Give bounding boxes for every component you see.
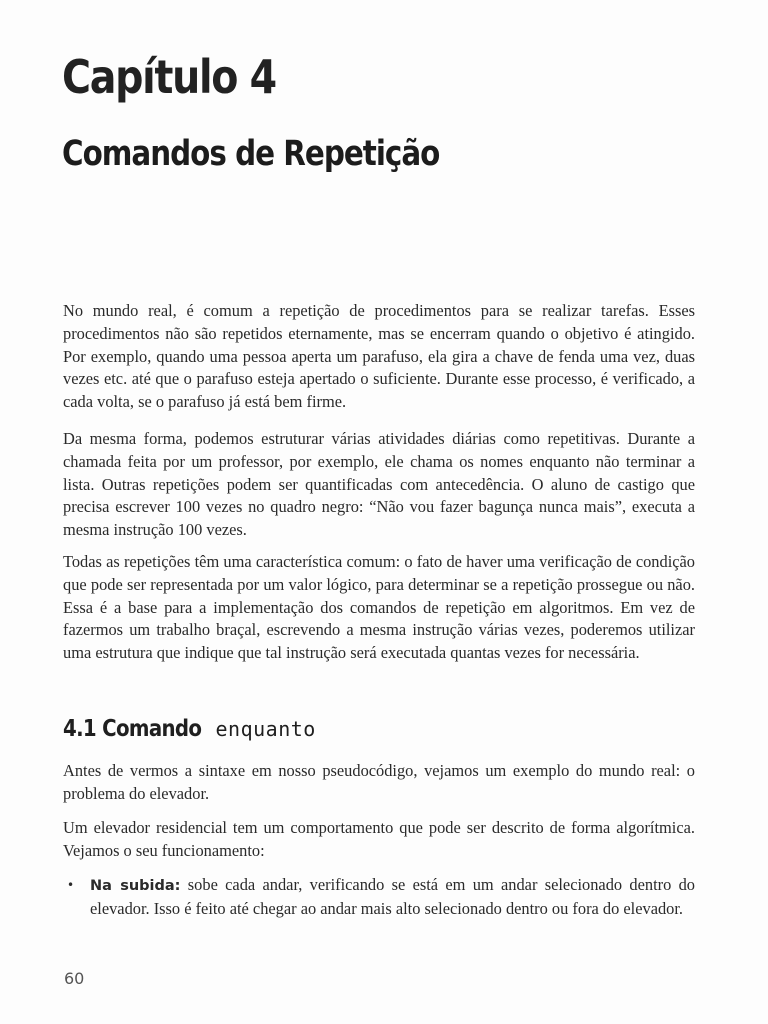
paragraph-daily-activities: Da mesma forma, podemos estruturar várias atividades diárias como repetitivas. Durante a chamada feita por um professor, por exemplo, ele chama os nomes enquanto não terminar a lista. Outras repetições podem ser quantificadas com antecedência. O aluno de castigo que precisa escrever 100 vezes no quadro negro: “Não vou fazer bagunça nunca mais”, executa a mesma instrução 100 vezes. <box>63 429 695 540</box>
chapter-label: Capítulo 4 <box>62 50 276 104</box>
section-heading <box>63 716 316 742</box>
chapter-title: Comandos de Repetição <box>62 134 440 174</box>
bullet-icon: • <box>67 878 75 892</box>
section-heading-title: 4.1 Comando <box>63 716 202 742</box>
list-item <box>63 874 695 921</box>
paragraph-elevator-algorithm: Um elevador residencial tem um comportamento que pode ser descrito de forma algorítmica. Vejamos o seu funcionamento: <box>63 818 695 860</box>
bullet-term: Na subida: <box>90 878 181 894</box>
paragraph-intro: No mundo real, é comum a repetição de procedimentos para se realizar tarefas. Esses procedimentos não são repetidos eternamente, mas se encerram quando o objetivo é atingido. Por exemplo, quando uma pessoa aperta um parafuso, ela gira a chave de fenda uma vez, duas vezes etc. até que o parafuso esteja apertado o suficiente. Durante esse processo, é verificado, a cada volta, se o parafuso já está bem firme. <box>63 301 695 412</box>
bullet-list <box>63 874 695 921</box>
paragraph-common-characteristic: Todas as repetições têm uma característica comum: o fato de haver uma verificação de condição que pode ser representada por um valor lógico, para determinar se a repetição prossegue ou não. Essa é a base para a implementação dos comandos de repetição em algoritmos. Em vez de fazermos um trabalho braçal, escrevendo a mesma instrução várias vezes, poderemos utilizar uma estrutura que indique que tal instrução será executada quantas vezes for necessária. <box>63 552 695 663</box>
page-number: 60 <box>64 969 85 988</box>
bullet-text: sobe cada andar, verificando se está em um andar selecionado dentro do elevador. Isso é feito até chegar ao andar mais alto selecionado dentro ou fora do elevador. <box>90 875 695 918</box>
paragraph-elevator-intro: Antes de vermos a sintaxe em nosso pseudocódigo, vejamos um exemplo do mundo real: o problema do elevador. <box>63 761 695 803</box>
section-heading-keyword: enquanto <box>215 717 316 741</box>
